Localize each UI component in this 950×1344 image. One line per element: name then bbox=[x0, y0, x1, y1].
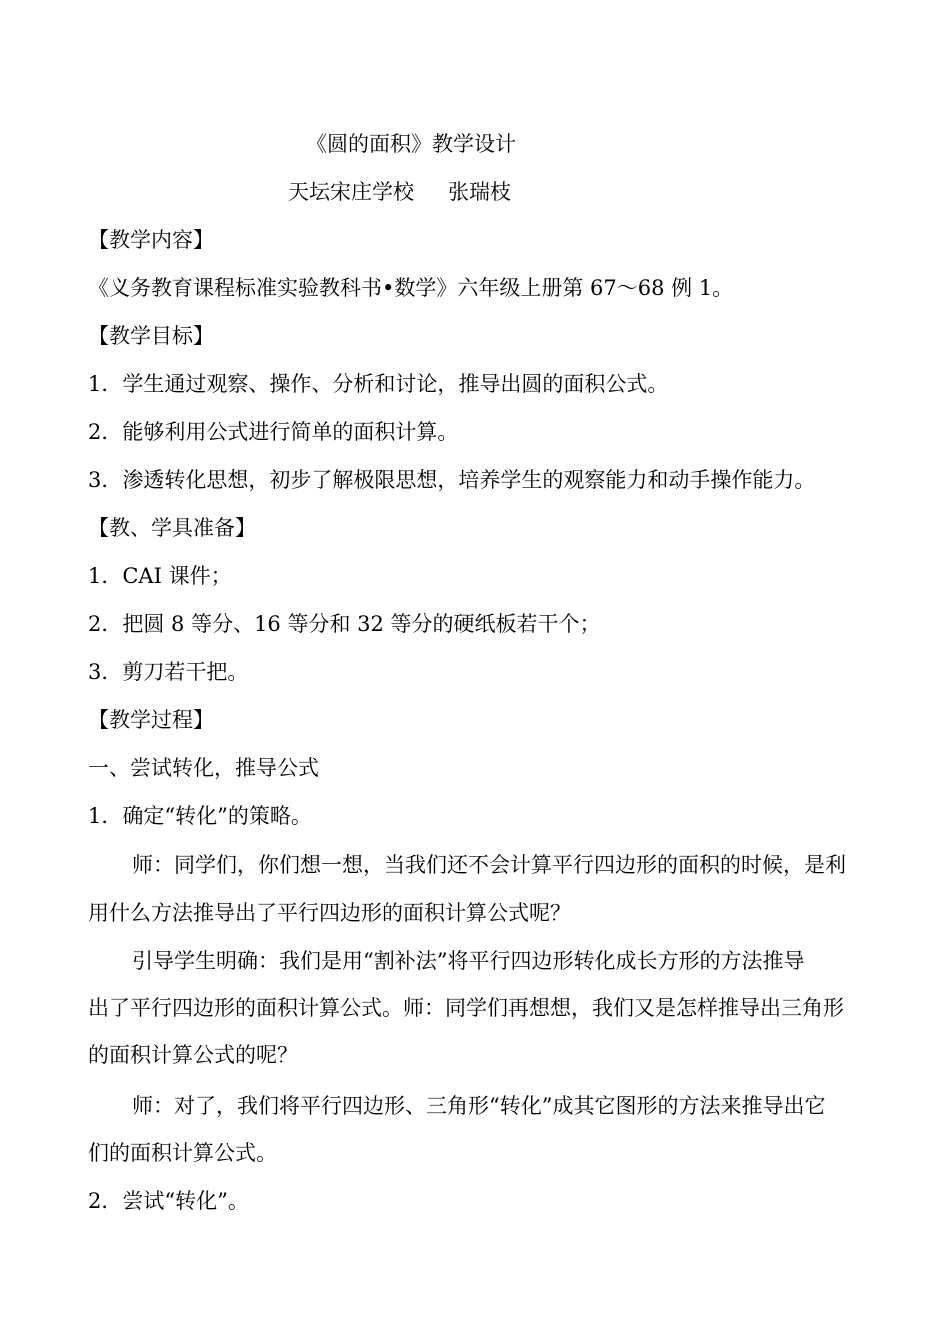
process-step-2: 2．尝试“转化”。 bbox=[88, 1189, 249, 1213]
goals-heading: 【教学目标】 bbox=[88, 324, 214, 348]
process-heading: 【教学过程】 bbox=[88, 708, 214, 732]
content-heading: 【教学内容】 bbox=[88, 228, 214, 252]
author-name: 张瑞枝 bbox=[448, 180, 511, 204]
paragraph-1-line-1: 师：同学们，你们想一想，当我们还不会计算平行四边形的面积的时候，是利 bbox=[132, 853, 846, 877]
paragraph-2-line-3: 的面积计算公式的呢？ bbox=[88, 1043, 298, 1067]
paragraph-1-line-2: 用什么方法推导出了平行四边形的面积计算公式呢？ bbox=[88, 901, 571, 925]
process-step-1: 1．确定“转化”的策略。 bbox=[88, 804, 312, 828]
paragraph-2-line-2: 出了平行四边形的面积计算公式。师：同学们再想想，我们又是怎样推导出三角形 bbox=[88, 996, 844, 1020]
goal-item-2: 2．能够利用公式进行简单的面积计算。 bbox=[88, 420, 459, 444]
prep-item-3: 3．剪刀若干把。 bbox=[88, 660, 249, 684]
author-line bbox=[288, 178, 511, 206]
content-text: 《义务教育课程标准实验教科书•数学》六年级上册第 67～68 例 1。 bbox=[88, 276, 734, 300]
paragraph-3-line-1: 师：对了，我们将平行四边形、三角形“转化”成其它图形的方法来推导出它 bbox=[132, 1094, 826, 1118]
prep-heading: 【教、学具准备】 bbox=[88, 516, 256, 540]
goal-item-1: 1．学生通过观察、操作、分析和讨论，推导出圆的面积公式。 bbox=[88, 372, 669, 396]
paragraph-3-line-2: 们的面积计算公式。 bbox=[88, 1141, 277, 1165]
author-school: 天坛宋庄学校 bbox=[288, 180, 414, 204]
process-part-1: 一、尝试转化，推导公式 bbox=[88, 756, 319, 780]
prep-item-2: 2．把圆 8 等分、16 等分和 32 等分的硬纸板若干个； bbox=[88, 612, 601, 636]
document-title: 《圆的面积》教学设计 bbox=[306, 132, 516, 156]
prep-item-1: 1．CAI 课件； bbox=[88, 564, 232, 588]
paragraph-2-line-1: 引导学生明确：我们是用“割补法”将平行四边形转化成长方形的方法推导 bbox=[132, 949, 805, 973]
goal-item-3: 3．渗透转化思想，初步了解极限思想，培养学生的观察能力和动手操作能力。 bbox=[88, 468, 816, 492]
